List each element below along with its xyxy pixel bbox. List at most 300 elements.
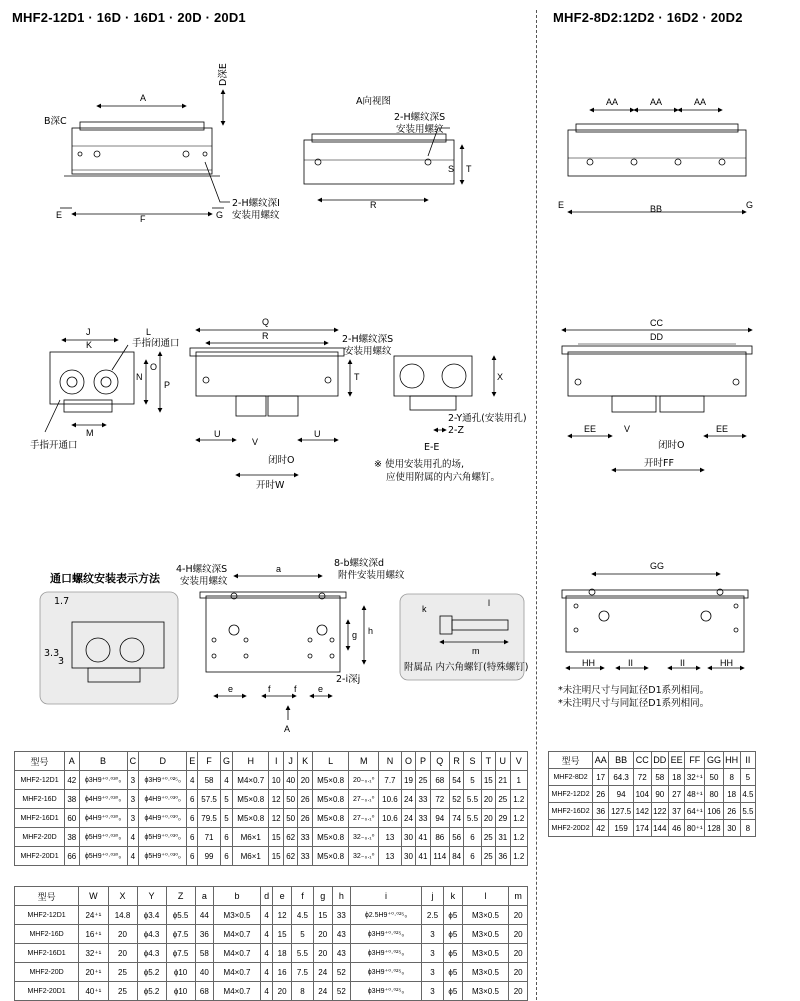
dim-k: k — [422, 604, 427, 614]
value-cell: 26 — [723, 803, 740, 820]
drawing-d2-side — [562, 330, 752, 470]
value-cell: 4 — [127, 828, 139, 847]
value-cell: 128 — [705, 820, 723, 837]
value-cell: 25 — [481, 828, 495, 847]
value-cell: M4×0.7 — [233, 771, 269, 790]
value-cell: 38 — [65, 828, 79, 847]
spec-table-1 — [14, 751, 528, 866]
table-row — [15, 847, 528, 866]
value-cell: 25 — [496, 790, 510, 809]
label-attach-thread: 附件安装用螺纹 — [338, 570, 405, 581]
value-cell: 159 — [609, 820, 634, 837]
drawing-attachment — [200, 576, 364, 720]
col-header: GG — [705, 752, 723, 769]
note-1: *未注明尺寸与同缸径D1系列相同。 — [558, 685, 710, 696]
value-cell: 24 — [313, 963, 332, 982]
value-cell: 5.5 — [464, 809, 481, 828]
port-thread-title: 通口螺纹安装表示方法 — [50, 572, 160, 585]
drawing-end-view — [45, 340, 160, 432]
col-header: N — [379, 752, 402, 771]
value-cell: 6 — [187, 809, 198, 828]
value-cell: 5 — [220, 790, 232, 809]
value-cell: 106 — [705, 803, 723, 820]
col-header: CC — [633, 752, 651, 769]
value-cell: ϕ4H9⁺⁰·⁰³⁰₀ — [79, 809, 127, 828]
dim-II-1: II — [628, 658, 634, 668]
dim-M: M — [86, 428, 94, 438]
value-cell: 1.2 — [510, 790, 527, 809]
drawing-a-view — [304, 128, 462, 200]
label-h-thread-s-2: 2-H螺纹深S — [342, 334, 394, 345]
value-cell: 15 — [269, 828, 283, 847]
label-open-ff: 开时FF — [644, 458, 674, 469]
value-cell: ϕ7.5 — [166, 944, 195, 963]
value-cell: 36 — [593, 803, 609, 820]
value-cell: ϕ4.3 — [137, 944, 166, 963]
dim-U: U — [214, 429, 221, 439]
table-header-row — [15, 752, 528, 771]
dim-f-1: f — [268, 684, 271, 694]
dim-R-2: R — [262, 331, 269, 341]
label-bdeep: B深C — [44, 116, 67, 127]
value-cell: 4 — [260, 925, 273, 944]
col-header: I — [269, 752, 283, 771]
dim-AA-3: AA — [694, 97, 707, 107]
value-cell: M5×0.8 — [233, 790, 269, 809]
value-cell: 5.5 — [740, 803, 755, 820]
value-cell: ϕ5 — [444, 944, 463, 963]
model-cell: MHF2-16D — [15, 925, 79, 944]
value-cell: 144 — [651, 820, 669, 837]
col-header: B — [79, 752, 127, 771]
model-cell: MHF2-16D2 — [549, 803, 593, 820]
value-cell: ϕ4H9⁺⁰·⁰³⁰₀ — [79, 790, 127, 809]
value-cell: 94 — [430, 809, 449, 828]
value-cell: 8 — [291, 982, 313, 1001]
value-cell: ϕ5H9⁺⁰·⁰³⁰₀ — [139, 847, 187, 866]
value-cell: 50 — [283, 790, 297, 809]
dim-A: A — [140, 93, 147, 103]
value-cell: 15 — [273, 925, 292, 944]
value-cell: 17 — [593, 769, 609, 786]
dim-E-2: E — [558, 200, 565, 210]
value-cell: 71 — [198, 828, 221, 847]
value-cell: 20 — [509, 982, 528, 1001]
model-cell: MHF2-16D1 — [15, 809, 65, 828]
value-cell: M5×0.8 — [233, 809, 269, 828]
value-cell: M3×0.5 — [462, 963, 509, 982]
value-cell: 15 — [269, 847, 283, 866]
value-cell: 36 — [195, 925, 214, 944]
value-cell: 30 — [723, 820, 740, 837]
value-cell: 33 — [298, 828, 312, 847]
value-cell: ϕ4H9⁺⁰·⁰³⁰₀ — [139, 790, 187, 809]
value-cell: 4 — [260, 906, 273, 925]
label-mount-thread-4: 安装用螺纹 — [180, 576, 228, 587]
model-cell: MHF2-20D1 — [15, 847, 65, 866]
value-cell: ϕ3H9⁺⁰·⁰²⁵₀ — [351, 944, 422, 963]
dim-T-2: T — [354, 372, 360, 382]
value-cell: ϕ5 — [444, 906, 463, 925]
value-cell: 84 — [449, 847, 463, 866]
value-cell: 52 — [449, 790, 463, 809]
note-2: *未注明尺寸与同缸径D1系列相同。 — [558, 698, 710, 709]
col-header: l — [462, 887, 509, 906]
value-cell: 6 — [187, 790, 198, 809]
col-header: EE — [669, 752, 685, 769]
col-header: f — [291, 887, 313, 906]
col-header: H — [233, 752, 269, 771]
dim-GG: GG — [650, 561, 665, 571]
value-cell: 25 — [416, 771, 430, 790]
value-cell: 3 — [127, 771, 139, 790]
dim-HH-2: HH — [720, 658, 733, 668]
dim-T: T — [466, 164, 472, 174]
value-cell: 30 — [401, 847, 415, 866]
table-row — [549, 769, 756, 786]
col-header: h — [332, 887, 351, 906]
dim-II-2: II — [680, 658, 686, 668]
label-mount-thread-3: 安装用螺纹 — [344, 346, 392, 357]
value-cell: 58 — [198, 771, 221, 790]
drawing-port-mounting — [40, 592, 178, 704]
value-cell: M4×0.7 — [214, 944, 261, 963]
value-cell: ϕ7.5 — [166, 925, 195, 944]
value-cell: 24 — [401, 809, 415, 828]
col-header: Y — [137, 887, 166, 906]
value-cell: ϕ4H9⁺⁰·⁰³⁰₀ — [139, 809, 187, 828]
value-cell: 79.5 — [198, 809, 221, 828]
label-open-w: 开时W — [256, 480, 285, 491]
value-cell: M4×0.7 — [214, 982, 261, 1001]
col-header: M — [349, 752, 379, 771]
value-cell: 27₋₀.₁⁰ — [349, 809, 379, 828]
model-cell: MHF2-16D — [15, 790, 65, 809]
value-cell: 6 — [464, 828, 481, 847]
label-z: 2-Z — [448, 425, 464, 436]
model-cell: MHF2-20D1 — [15, 982, 79, 1001]
value-cell: 14.8 — [108, 906, 137, 925]
value-cell: 4 — [220, 771, 232, 790]
dim-K: K — [86, 340, 93, 350]
value-cell: ϕ3.4 — [137, 906, 166, 925]
label-8b-thread-d: 8-b螺纹深d — [334, 558, 385, 569]
value-cell: ϕ3H9⁺⁰·⁰²⁵₀ — [351, 982, 422, 1001]
value-cell: 68 — [195, 982, 214, 1001]
dim-f-2: f — [294, 684, 297, 694]
dim-V-2: V — [624, 424, 631, 434]
col-header: K — [298, 752, 312, 771]
drawing-d2-attachment — [562, 574, 748, 668]
value-cell: 60 — [65, 809, 79, 828]
table-row — [15, 790, 528, 809]
value-cell: 20 — [313, 944, 332, 963]
value-cell: 33 — [416, 790, 430, 809]
table-row — [15, 828, 528, 847]
value-cell: 62 — [283, 828, 297, 847]
value-cell: 43 — [332, 925, 351, 944]
value-cell: 44 — [195, 906, 214, 925]
dim-Q: Q — [262, 317, 270, 327]
value-cell: 72 — [430, 790, 449, 809]
col-header: R — [449, 752, 463, 771]
value-cell: 13 — [379, 847, 402, 866]
model-cell: MHF2-20D2 — [549, 820, 593, 837]
value-cell: 12 — [269, 790, 283, 809]
table-row — [549, 786, 756, 803]
value-cell: ϕ5H9⁺⁰·⁰³⁰₀ — [139, 828, 187, 847]
value-cell: 127.5 — [609, 803, 634, 820]
value-cell: 20 — [509, 944, 528, 963]
value-cell: M4×0.7 — [214, 925, 261, 944]
value-cell: ϕ5 — [444, 963, 463, 982]
value-cell: 12 — [273, 906, 292, 925]
value-cell: 32₋₀.₁⁰ — [349, 828, 379, 847]
value-cell: 8 — [740, 820, 755, 837]
value-cell: 37 — [669, 803, 685, 820]
value-cell: 24 — [313, 982, 332, 1001]
dim-F: F — [140, 214, 146, 224]
value-cell: 50 — [705, 769, 723, 786]
col-header: 型号 — [15, 887, 79, 906]
value-cell: 40 — [195, 963, 214, 982]
value-cell: 10.6 — [379, 809, 402, 828]
value-cell: 43 — [332, 944, 351, 963]
dim-E: E — [56, 210, 63, 220]
table-header-row — [549, 752, 756, 769]
value-cell: 12 — [269, 809, 283, 828]
dim-G-2: G — [746, 200, 754, 210]
model-cell: MHF2-12D2 — [549, 786, 593, 803]
dim-V: V — [252, 437, 259, 447]
value-cell: 6 — [187, 847, 198, 866]
value-cell: ϕ5.2 — [137, 982, 166, 1001]
value-cell: 74 — [449, 809, 463, 828]
value-cell: ϕ5.2 — [137, 963, 166, 982]
value-cell: 21 — [496, 771, 510, 790]
note-hole-2: 应使用附属的内六角螺钉。 — [386, 472, 501, 483]
col-header: HH — [723, 752, 740, 769]
value-cell: 4.5 — [291, 906, 313, 925]
value-cell: 36 — [496, 847, 510, 866]
col-header: O — [401, 752, 415, 771]
table-row — [549, 820, 756, 837]
col-header: C — [127, 752, 139, 771]
value-cell: 3 — [127, 790, 139, 809]
label-a-view: A向视图 — [356, 96, 391, 107]
col-header: e — [273, 887, 292, 906]
value-cell: 3 — [421, 963, 443, 982]
col-header: Q — [430, 752, 449, 771]
value-cell: M6×1 — [233, 828, 269, 847]
value-cell: 29 — [496, 809, 510, 828]
dim-AA-1: AA — [606, 97, 619, 107]
dim-3: 3 — [58, 656, 65, 667]
value-cell: M5×0.8 — [312, 790, 348, 809]
value-cell: M5×0.8 — [312, 847, 348, 866]
value-cell: 4 — [260, 963, 273, 982]
value-cell: 5.5 — [291, 944, 313, 963]
table-row — [15, 925, 528, 944]
col-header: AA — [593, 752, 609, 769]
label-closed-o-2: 闭时O — [658, 440, 685, 451]
value-cell: 54 — [449, 771, 463, 790]
value-cell: 7.7 — [379, 771, 402, 790]
model-cell: MHF2-12D1 — [15, 771, 65, 790]
value-cell: 66 — [65, 847, 79, 866]
label-mount-thread-1: 安装用螺纹 — [232, 210, 280, 221]
dim-EE-2: EE — [716, 424, 729, 434]
col-header: DD — [651, 752, 669, 769]
value-cell: 4 — [127, 847, 139, 866]
label-closed-o: 闭时O — [268, 455, 295, 466]
col-header: Z — [166, 887, 195, 906]
col-header: F — [198, 752, 221, 771]
col-header: E — [187, 752, 198, 771]
value-cell: 104 — [633, 786, 651, 803]
drawing-side-view — [190, 330, 350, 475]
col-header: A — [65, 752, 79, 771]
value-cell: M3×0.5 — [462, 982, 509, 1001]
dim-3-3: 3.3 — [44, 648, 60, 659]
label-i-deep-j: 2-i深j — [336, 674, 361, 685]
label-ee-section: E-E — [424, 442, 440, 453]
value-cell: 40⁺¹ — [79, 982, 108, 1001]
value-cell: 6 — [187, 828, 198, 847]
value-cell: 20 — [273, 982, 292, 1001]
col-header: S — [464, 752, 481, 771]
value-cell: 142 — [633, 803, 651, 820]
value-cell: 4 — [260, 944, 273, 963]
dim-S: S — [448, 164, 455, 174]
left-title: MHF2-12D1 · 16D · 16D1 · 20D · 20D1 — [12, 10, 246, 25]
value-cell: 5 — [740, 769, 755, 786]
value-cell: 58 — [651, 769, 669, 786]
value-cell: 62 — [283, 847, 297, 866]
value-cell: 4 — [260, 982, 273, 1001]
value-cell: 20 — [509, 963, 528, 982]
value-cell: 46 — [669, 820, 685, 837]
col-header: D — [139, 752, 187, 771]
value-cell: 25 — [108, 963, 137, 982]
col-header: m — [509, 887, 528, 906]
value-cell: 64⁺¹ — [685, 803, 705, 820]
model-cell: MHF2-20D — [15, 963, 79, 982]
value-cell: ϕ5H9⁺⁰·⁰³⁰₀ — [79, 847, 127, 866]
value-cell: ϕ10 — [166, 963, 195, 982]
value-cell: 6 — [464, 847, 481, 866]
value-cell: 27 — [669, 786, 685, 803]
dim-h: h — [368, 626, 374, 636]
value-cell: ϕ3H9⁺⁰·⁰²⁵₀ — [351, 925, 422, 944]
value-cell: 42 — [593, 820, 609, 837]
value-cell: 3 — [421, 944, 443, 963]
value-cell: 20₋₀.₁⁰ — [349, 771, 379, 790]
value-cell: 3 — [127, 809, 139, 828]
value-cell: 1 — [510, 771, 527, 790]
value-cell: 38 — [65, 790, 79, 809]
value-cell: 26 — [298, 790, 312, 809]
dim-X: X — [497, 372, 504, 382]
value-cell: 57.5 — [198, 790, 221, 809]
value-cell: 114 — [430, 847, 449, 866]
value-cell: ϕ5 — [444, 925, 463, 944]
value-cell: M3×0.5 — [462, 906, 509, 925]
value-cell: 174 — [633, 820, 651, 837]
value-cell: 52 — [332, 963, 351, 982]
value-cell: 2.5 — [421, 906, 443, 925]
dim-a: a — [276, 564, 282, 574]
value-cell: ϕ5H9⁺⁰·⁰³⁰₀ — [79, 828, 127, 847]
dim-e: e — [228, 684, 234, 694]
value-cell: 42 — [65, 771, 79, 790]
value-cell: 10.6 — [379, 790, 402, 809]
table-header-row — [15, 887, 528, 906]
dim-N: N — [136, 372, 143, 382]
value-cell: 24 — [401, 790, 415, 809]
value-cell: 4.5 — [740, 786, 755, 803]
col-header: T — [481, 752, 495, 771]
dim-J: J — [86, 327, 91, 337]
model-cell: MHF2-16D1 — [15, 944, 79, 963]
value-cell: 15 — [481, 771, 495, 790]
value-cell: 20 — [481, 790, 495, 809]
value-cell: 20 — [108, 944, 137, 963]
value-cell: 13 — [379, 828, 402, 847]
dim-e-2: e — [318, 684, 324, 694]
col-header: W — [79, 887, 108, 906]
value-cell: 5 — [220, 809, 232, 828]
dim-G: G — [216, 210, 224, 220]
value-cell: ϕ3H9⁺⁰·⁰²⁵₀ — [139, 771, 187, 790]
col-header: P — [416, 752, 430, 771]
value-cell: ϕ3H9⁺⁰·⁰³⁰₀ — [79, 771, 127, 790]
value-cell: ϕ5.5 — [166, 906, 195, 925]
spec-table-3 — [548, 751, 756, 837]
col-header: k — [444, 887, 463, 906]
notes — [558, 684, 709, 710]
value-cell: 32₋₀.₁⁰ — [349, 847, 379, 866]
value-cell: 4 — [187, 771, 198, 790]
value-cell: 27₋₀.₁⁰ — [349, 790, 379, 809]
label-4h-thread-s: 4-H螺纹深S — [176, 564, 228, 575]
value-cell: 5 — [464, 771, 481, 790]
value-cell: ϕ4.3 — [137, 925, 166, 944]
right-title: MHF2-8D2:12D2 · 16D2 · 20D2 — [553, 10, 743, 25]
dim-A-view: A — [284, 724, 291, 734]
dim-DD: DD — [650, 332, 663, 342]
value-cell: 3 — [421, 925, 443, 944]
value-cell: 18 — [273, 944, 292, 963]
col-header: i — [351, 887, 422, 906]
value-cell: 32⁺¹ — [685, 769, 705, 786]
value-cell: 25 — [481, 847, 495, 866]
value-cell: 72 — [633, 769, 651, 786]
value-cell: 16 — [273, 963, 292, 982]
value-cell: ϕ2.5H9⁺⁰·⁰²⁵₀ — [351, 906, 422, 925]
col-header: FF — [685, 752, 705, 769]
value-cell: 99 — [198, 847, 221, 866]
value-cell: M5×0.8 — [312, 828, 348, 847]
value-cell: ϕ3H9⁺⁰·⁰²⁵₀ — [351, 963, 422, 982]
value-cell: ϕ5 — [444, 982, 463, 1001]
col-header: a — [195, 887, 214, 906]
value-cell: 8 — [723, 769, 740, 786]
value-cell: 122 — [651, 803, 669, 820]
dim-L: L — [146, 327, 152, 337]
value-cell: 18 — [723, 786, 740, 803]
value-cell: 80⁺¹ — [685, 820, 705, 837]
